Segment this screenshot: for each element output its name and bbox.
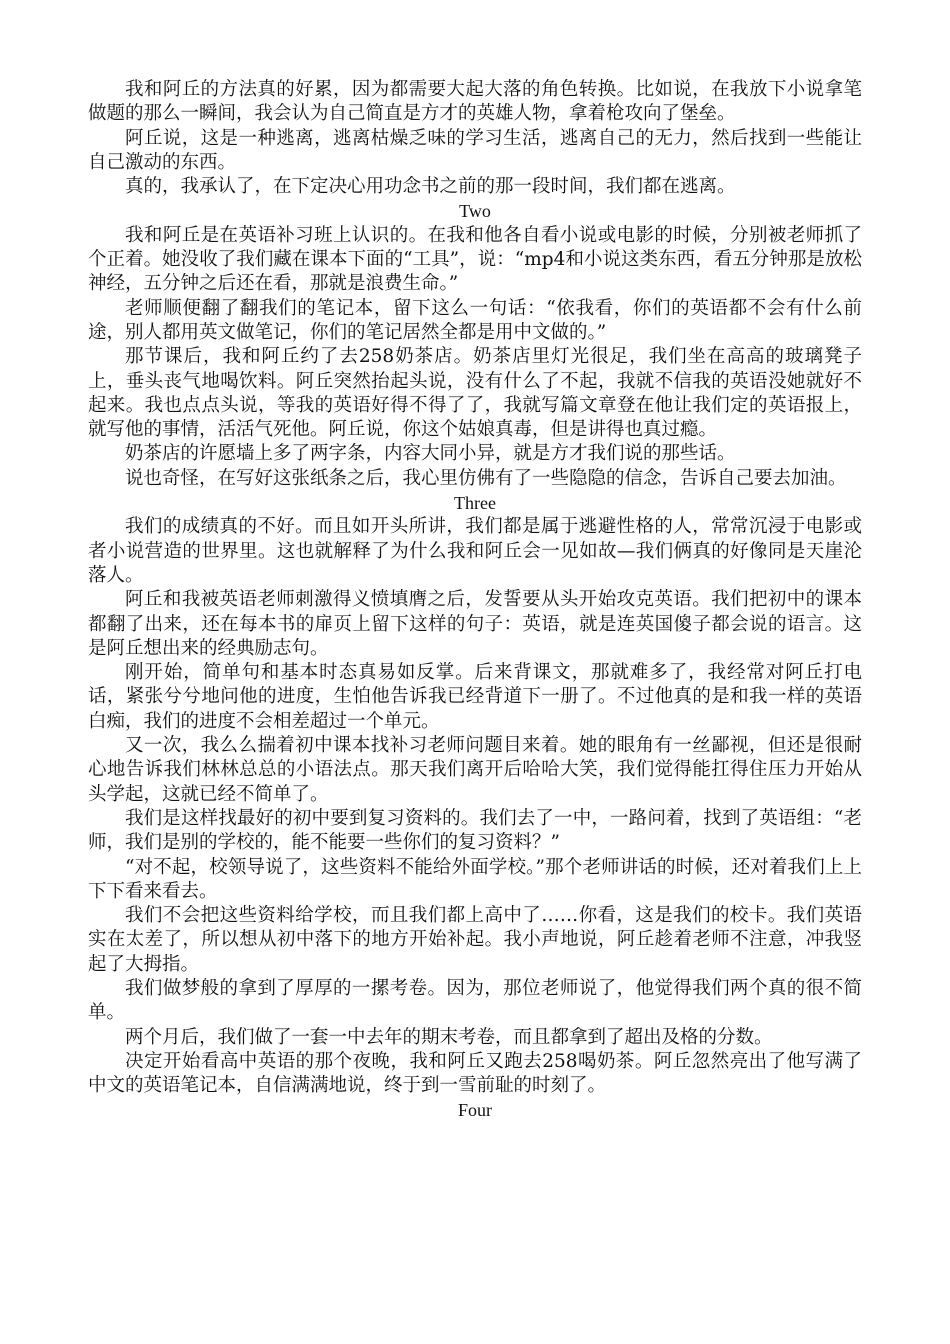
paragraph: 阿丘和我被英语老师刺激得义愤填膺之后，发誓要从头开始攻克英语。我们把初中的课本都翻了出来，还在每本书的扉页上留下这样的句子：英语，就是连英国傻子都会说的语言。这是阿丘想出来的经典励志句。 [88, 589, 862, 659]
paragraph: 我们不会把这些资料给学校，而且我们都上高中了……你看，这是我们的校卡。我们英语实在太差了，所以想从初中落下的地方开始补起。我小声地说，阿丘趁着老师不注意，冲我竖起了大拇指。 [88, 905, 862, 975]
paragraph: 我和阿丘是在英语补习班上认识的。在我和他各自看小说或电影的时候，分别被老师抓了个正着。她没收了我们藏在课本下面的“工具”，说：“mp4和小说这类东西，看五分钟那是放松神经，五分钟之后还在看，那就是浪费生命。” [88, 224, 862, 295]
paragraph: 两个月后，我们做了一套一中去年的期末考卷，而且都拿到了超出及格的分数。 [125, 1026, 773, 1048]
paragraph: 我们是这样找最好的初中要到复习资料的。我们去了一中，一路问着，找到了英语组：“老师，我们是别的学校的，能不能要一些你们的复习资料？” [88, 807, 862, 854]
paragraph: 又一次，我么么揣着初中课本找补习老师问题目来着。她的眼角有一丝鄙视，但还是很耐心地告诉我们林林总总的小语法点。那天我们离开后哈哈大笑，我们觉得能扛得住压力开始从头学起，这就已经不简单了。 [88, 735, 862, 805]
document-page [88, 78, 862, 1123]
paragraph: 决定开始看高中英语的那个夜晚，我和阿丘又跑去258喝奶茶。阿丘忽然亮出了他写满了中文的英语笔记本，自信满满地说，终于到一雪前耻的时刻了。 [88, 1050, 862, 1097]
section-heading: Four [457, 1100, 492, 1121]
paragraph: 我和阿丘的方法真的好累，因为都需要大起大落的角色转换。比如说，在我放下小说拿笔做题的那么一瞬间，我会认为自己简直是方才的英雄人物，拿着枪攻向了堡垒。 [88, 79, 862, 125]
section-heading: Three [454, 493, 496, 514]
paragraph: 那节课后，我和阿丘约了去258奶茶店。奶茶店里灯光很足，我们坐在高高的玻璃凳子上，垂头丧气地喝饮料。阿丘突然抬起头说，没有什么了不起，我就不信我的英语没她就好不起来。我也点点头说，等我的英语好得不得了了，我就写篇文章登在他让我们定的英语报上，就写他的事情，活活气死他。阿丘说，你这个姑娘真毒，但是讲得也真过瘾。 [88, 346, 862, 441]
paragraph: 我们做梦般的拿到了厚厚的一摞考卷。因为，那位老师说了，他觉得我们两个真的很不简单。 [88, 977, 862, 1024]
paragraph: 真的，我承认了，在下定决心用功念书之前的那一段时间，我们都在逃离。 [125, 176, 736, 198]
paragraph: 刚开始，简单句和基本时态真易如反掌。后来背课文，那就难多了，我经常对阿丘打电话，紧张兮兮地问他的进度，生怕他告诉我已经背道下一册了。不过他真的是和我一样的英语白痴，我们的进度不会相差超过一个单元。 [88, 662, 862, 732]
section-heading: Two [459, 201, 491, 222]
paragraph: 老师顺便翻了翻我们的笔记本，留下这么一句话：“依我看，你们的英语都不会有什么前途，别人都用英文做笔记，你们的笔记居然全都是用中文做的。” [88, 297, 862, 343]
paragraph: 说也奇怪，在写好这张纸条之后，我心里仿佛有了一些隐隐的信念，告诉自己要去加油。 [125, 467, 847, 489]
paragraph: “对不起，校领导说了，这些资料不能给外面学校。”那个老师讲话的时候，还对着我们上上下下看来看去。 [88, 856, 862, 902]
paragraph: 奶茶店的许愿墙上多了两字条，内容大同小异，就是方才我们说的那些话。 [125, 443, 736, 465]
paragraph: 我们的成绩真的不好。而且如开头所讲，我们都是属于逃避性格的人，常常沉浸于电影或者小说营造的世界里。这也就解释了为什么我和阿丘会一见如故—我们俩真的好像同是天崖沦落人。 [88, 516, 862, 586]
paragraph: 阿丘说，这是一种逃离，逃离枯燥乏味的学习生活，逃离自己的无力，然后找到一些能让自己激动的东西。 [88, 127, 862, 173]
